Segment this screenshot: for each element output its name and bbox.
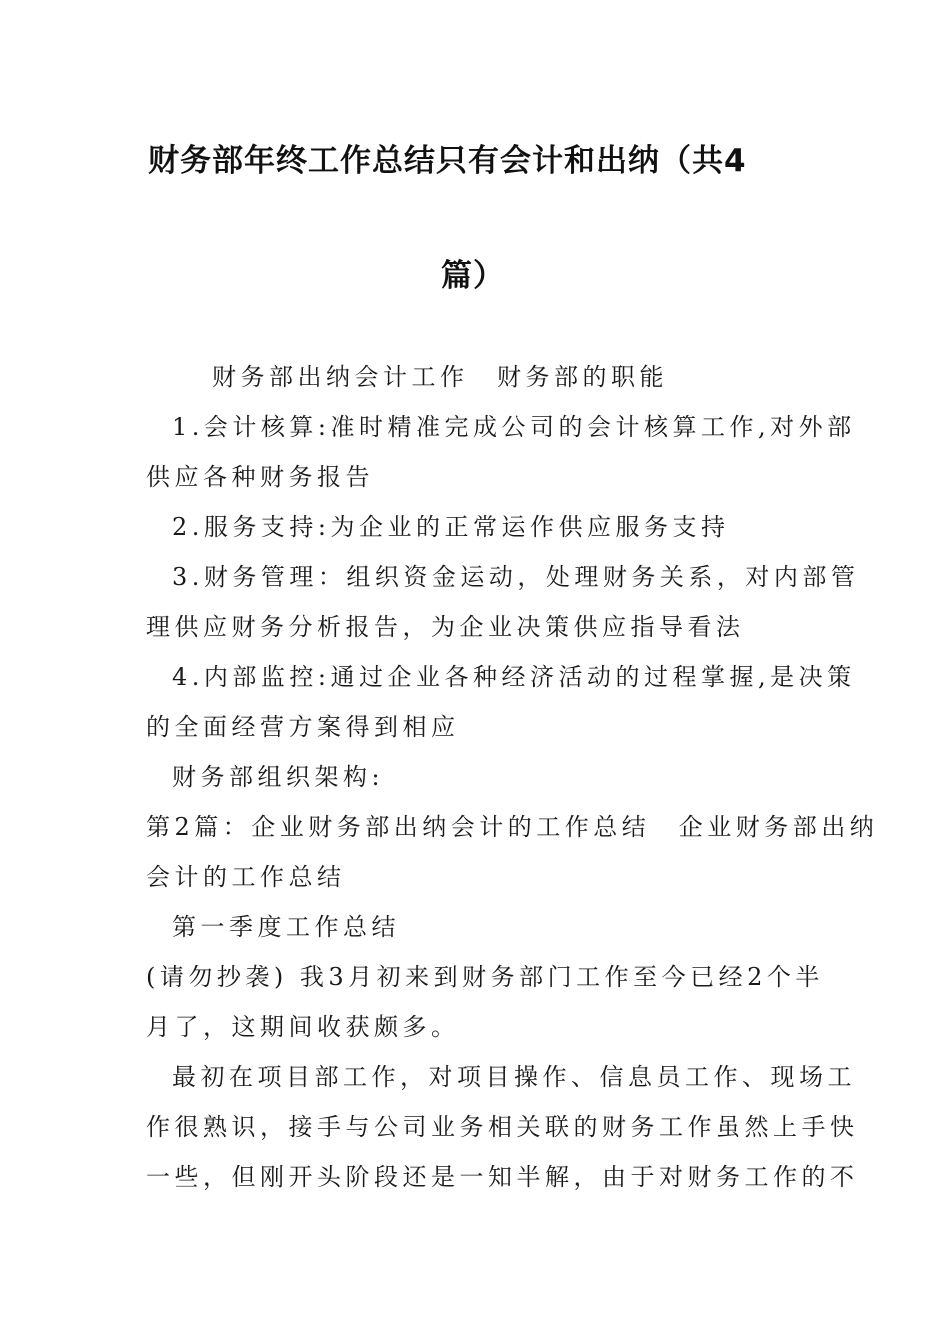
body-line: 会计的工作总结: [146, 863, 346, 891]
body-line: 第一季度工作总结: [172, 913, 400, 941]
body-line: 财务部出纳会计工作 财务部的职能: [212, 363, 668, 391]
body-line: 供应各种财务报告: [146, 463, 374, 491]
body-line: 一些，但刚开头阶段还是一知半解，由于对财务工作的不: [146, 1163, 859, 1191]
body-line: (请勿抄袭) 我3月初来到财务部门工作至今已经2个半: [146, 963, 824, 991]
body-line: 的全面经营方案得到相应: [146, 713, 460, 741]
body-line: 财务部组织架构:: [172, 763, 385, 791]
body-line: 月了，这期间收获颇多。: [146, 1013, 460, 1041]
body-line: 作很熟识，接手与公司业务相关联的财务工作虽然上手快: [146, 1113, 859, 1141]
body-line: 4.内部监控:通过企业各种经济活动的过程掌握,是决策: [172, 663, 856, 691]
body-line: 3.财务管理：组织资金运动，处理财务关系，对内部管: [172, 563, 860, 591]
body-line: 理供应财务分析报告，为企业决策供应指导看法: [146, 613, 745, 641]
document-title-line-1: 财务部年终工作总结只有会计和出纳（共4: [148, 143, 747, 179]
body-line: 第2篇：企业财务部出纳会计的工作总结 企业财务部出纳: [146, 813, 879, 841]
body-line: 最初在项目部工作，对项目操作、信息员工作、现场工: [172, 1063, 856, 1091]
body-line: 2.服务支持:为企业的正常运作供应服务支持: [172, 513, 730, 541]
document-title-line-2: 篇）: [441, 258, 505, 294]
body-line: 1.会计核算:准时精准完成公司的会计核算工作,对外部: [172, 413, 856, 441]
